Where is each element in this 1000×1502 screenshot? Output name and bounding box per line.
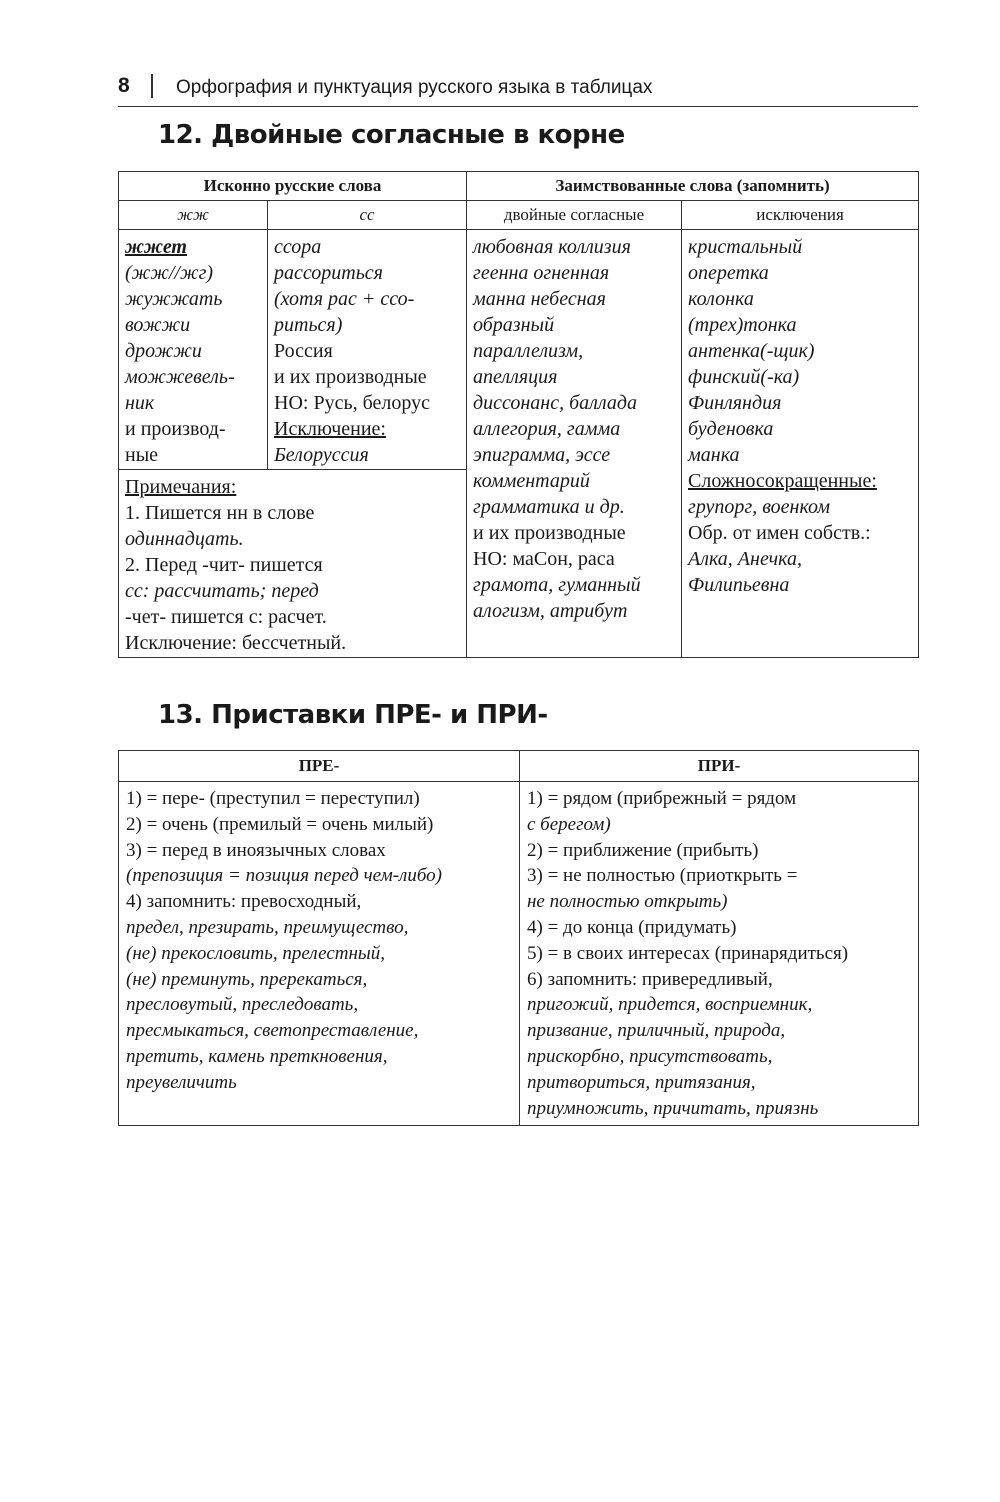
pri-rules-cell (520, 782, 919, 1126)
running-title: Орфография и пунктуация русского языка в таблицах (176, 77, 653, 98)
page-number: 8 (118, 74, 130, 97)
rule-line: с берегом) (527, 813, 611, 835)
word-line: Исключение: (274, 418, 386, 440)
word-line: геенна огненная (473, 262, 610, 284)
zhzh-words-cell (119, 230, 268, 470)
word-line: алогизм, атрибут (473, 600, 628, 622)
rule-line: (препозиция = позиция перед чем-либо) (126, 865, 442, 887)
rule-line: пресмыкаться, светопреставление, (126, 1020, 419, 1042)
header-pri: ПРИ- (520, 751, 919, 782)
word-line: грамматика и др. (473, 496, 625, 518)
word-line: антенка(-щик) (688, 340, 815, 362)
word-line: ссора (274, 236, 322, 258)
word-line: аллегория, гамма (473, 418, 621, 440)
header-borrowed-words: Заимствованные слова (запомнить) (467, 172, 919, 201)
rule-line: 2) = очень (премилый = очень милый) (126, 813, 434, 835)
word-line: образный (473, 314, 555, 336)
word-line: эпиграмма, эссе (473, 444, 611, 466)
rule-line: (не) преминуть, пререкаться, (126, 968, 368, 990)
note-line: сс: рассчитать; перед (125, 580, 319, 602)
rule-line: пресловутый, преследовать, (126, 994, 359, 1016)
word-line: и их производные (473, 522, 626, 544)
rule-line: предел, презирать, преимущество, (126, 916, 409, 938)
running-header (118, 72, 918, 107)
word-line: и производ- (125, 418, 226, 440)
word-line: ник (125, 392, 155, 414)
note-line: -чет- пишется с: расчет. (125, 606, 327, 628)
rule-line: приумножить, причитать, приязнь (527, 1097, 819, 1119)
note-line: 1. Пишется нн в слове (125, 502, 315, 524)
rule-line: 4) = до конца (придумать) (527, 916, 737, 938)
word-line: комментарий (473, 470, 590, 492)
word-line: и их производные (274, 366, 427, 388)
word-line: (жж//жг) (125, 262, 214, 284)
word-line: групорг, военком (688, 496, 831, 518)
note-line: Исключение: бессчетный. (125, 632, 347, 654)
word-line: дрожжи (125, 340, 202, 362)
word-line: колонка (688, 288, 754, 310)
note-line: 2. Перед -чит- пишется (125, 554, 323, 576)
rule-line: претить, камень преткновения, (126, 1045, 388, 1067)
word-line: НО: маСон, раса (473, 548, 615, 570)
subheader-ss: сс (268, 201, 467, 230)
rule-line: преувеличить (126, 1071, 237, 1093)
rule-line: не полностью открыть) (527, 891, 728, 913)
word-line: параллелизм, (473, 340, 584, 362)
word-line: финский(-ка) (688, 366, 800, 388)
double-consonants-table (118, 171, 919, 658)
word-line: оперетка (688, 262, 769, 284)
rule-line: (не) прекословить, прелестный, (126, 942, 386, 964)
word-line: НО: Русь, белорус (274, 392, 430, 414)
word-line: жжет (125, 236, 187, 258)
header-divider (151, 74, 153, 98)
rule-line: прискорбно, присутствовать, (527, 1045, 773, 1067)
exceptions-cell (682, 230, 919, 658)
word-line: буденовка (688, 418, 774, 440)
rule-line: 1) = пере- (преступил = переступил) (126, 788, 420, 809)
header-native-words: Исконно русские слова (119, 172, 467, 201)
word-line: диссонанс, баллада (473, 392, 637, 414)
word-line: Белоруссия (274, 444, 369, 466)
ss-words-cell (268, 230, 467, 470)
word-line: жужжать (125, 288, 223, 310)
section-12-title: 12. Двойные согласные в корне (158, 120, 625, 150)
word-line: вожжи (125, 314, 191, 336)
word-line: рассориться (274, 262, 383, 284)
subheader-zhzh: жж (119, 201, 268, 230)
rule-line: притвориться, притязания, (527, 1071, 756, 1093)
word-line: манна небесная (473, 288, 606, 310)
word-line: (хотя рас + ссо- (274, 288, 415, 310)
section-13-title: 13. Приставки ПРЕ- и ПРИ- (158, 700, 548, 730)
rule-line: пригожий, придется, восприемник, (527, 994, 813, 1016)
word-line: любовная коллизия (473, 236, 631, 258)
double-consonants-cell (467, 230, 682, 658)
word-line: Алка, Анечка, (688, 548, 802, 570)
word-line: Финляндия (688, 392, 782, 414)
subheader-exceptions: исключения (682, 201, 919, 230)
rule-line: 3) = перед в иноязычных словах (126, 839, 386, 861)
notes-cell (119, 470, 467, 658)
word-line: Филипьевна (688, 574, 790, 596)
rule-line: 3) = не полностью (приоткрыть = (527, 865, 798, 887)
word-line: кристальный (688, 236, 803, 258)
rule-line: призвание, приличный, природа, (527, 1020, 786, 1042)
word-line: Россия (274, 340, 333, 362)
header-pre: ПРЕ- (119, 751, 520, 782)
pre-rules-cell (119, 782, 520, 1126)
rule-line: 4) запомнить: превосходный, (126, 891, 362, 913)
rule-line: 1) = рядом (прибрежный = рядом (527, 788, 797, 809)
subheader-double-consonants: двойные согласные (467, 201, 682, 230)
word-line: апелляция (473, 366, 558, 388)
prefixes-table (118, 750, 919, 1126)
word-line: Обр. от имен собств.: (688, 522, 871, 544)
rule-line: 6) запомнить: привередливый, (527, 968, 773, 990)
word-line: грамота, гуманный (473, 574, 641, 596)
word-line: риться) (274, 314, 343, 336)
note-line: одиннадцать. (125, 528, 244, 550)
rule-line: 5) = в своих интересах (принарядиться) (527, 942, 849, 964)
word-line: ные (125, 444, 159, 466)
word-line: можжевель- (125, 366, 235, 388)
rule-line: 2) = приближение (прибыть) (527, 839, 759, 861)
word-line: Сложносокращенные: (688, 470, 877, 492)
word-line: (трех)тонка (688, 314, 797, 336)
word-line: манка (688, 444, 740, 466)
note-line: Примечания: (125, 476, 237, 498)
